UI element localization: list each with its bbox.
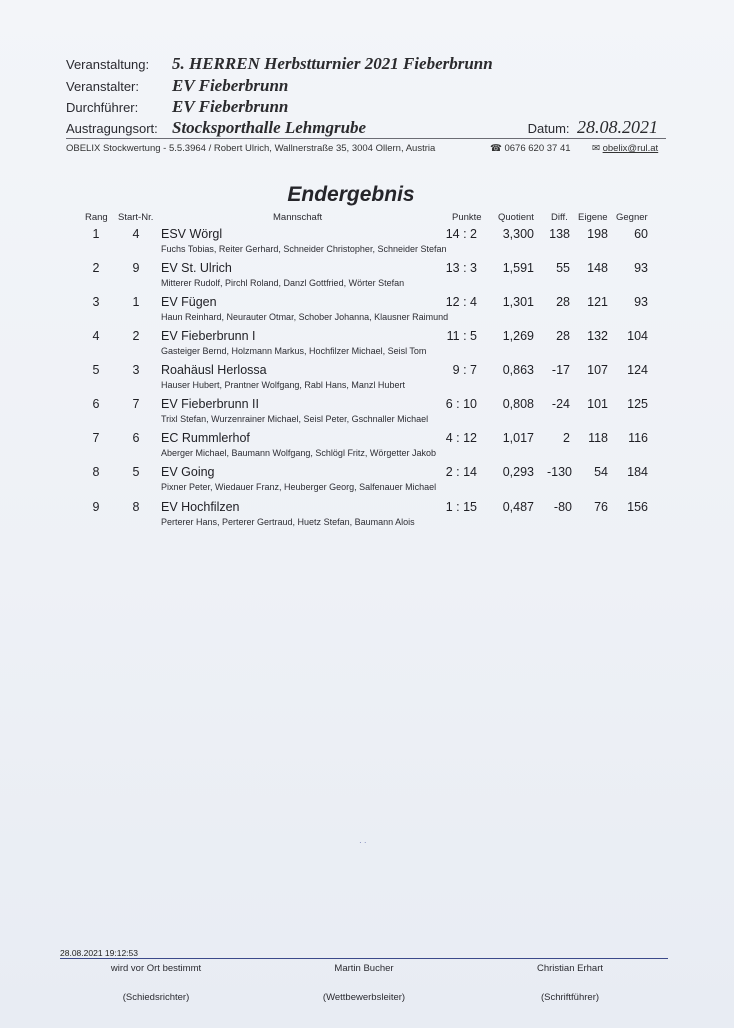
- cell-punkte: 1 : 15: [445, 500, 477, 514]
- cell-start: 2: [132, 329, 140, 343]
- event-row: [66, 52, 666, 74]
- cell-team: EV Going: [161, 465, 215, 479]
- cell-eigene: 76: [594, 500, 608, 514]
- cell-rang: 9: [92, 500, 100, 514]
- phone-number: ☎ 0676 620 37 41: [490, 143, 571, 154]
- cell-players: Fuchs Tobias, Reiter Gerhard, Schneider Christopher, Schneider Stefan: [161, 244, 447, 254]
- cell-team: EV Fieberbrunn I: [161, 329, 256, 343]
- cell-eigene: 101: [587, 397, 608, 411]
- result-row: [0, 329, 734, 363]
- organizer-row: [66, 74, 666, 96]
- result-row: [0, 431, 734, 465]
- cell-players: Mitterer Rudolf, Pirchl Roland, Danzl Gottfried, Wörter Stefan: [161, 278, 405, 288]
- competition-lead-name: Martin Bucher: [334, 963, 394, 974]
- result-row: [0, 363, 734, 397]
- cell-quotient: 0,293: [502, 465, 534, 479]
- cell-punkte: 11 : 5: [446, 329, 477, 343]
- cell-rang: 4: [92, 329, 100, 343]
- venue-row: [66, 116, 666, 138]
- page-title-text: Endergebnis: [287, 183, 415, 206]
- col-punkte: Punkte: [452, 212, 482, 223]
- cell-team: EV St. Ulrich: [161, 261, 232, 275]
- col-start-nr: Start-Nr.: [118, 212, 154, 223]
- date-label: Datum:: [527, 121, 570, 136]
- cell-players: Hauser Hubert, Prantner Wolfgang, Rabl Hans, Manzl Hubert: [161, 380, 405, 390]
- cell-team: ESV Wörgl: [161, 227, 223, 241]
- cell-diff: -24: [551, 397, 570, 411]
- cell-players: Aberger Michael, Baumann Wolfgang, Schlögl Fritz, Wörgetter Jakob: [161, 448, 436, 458]
- cell-diff: 28: [556, 295, 570, 309]
- cell-gegner: 93: [634, 295, 648, 309]
- mail-icon: ✉: [592, 143, 600, 154]
- col-diff: Diff.: [551, 212, 568, 223]
- cell-team: EC Rummlerhof: [161, 431, 250, 445]
- cell-gegner: 116: [628, 431, 648, 445]
- executor-row: [66, 95, 666, 117]
- cell-eigene: 121: [587, 295, 608, 309]
- cell-quotient: 0,487: [502, 500, 534, 514]
- cell-team: EV Hochfilzen: [161, 500, 240, 514]
- cell-start: 9: [132, 261, 140, 275]
- event-label: Veranstaltung:: [66, 57, 150, 72]
- cell-start: 6: [132, 431, 140, 445]
- cell-quotient: 3,300: [502, 227, 534, 241]
- cell-diff: 138: [549, 227, 570, 241]
- referee-role: (Schiedsrichter): [122, 992, 190, 1003]
- cell-punkte: 12 : 4: [445, 295, 477, 309]
- competition-lead-role: (Wettbewerbsleiter): [322, 992, 406, 1003]
- cell-players: Haun Reinhard, Neurauter Otmar, Schober Johanna, Klausner Raimund: [161, 312, 449, 322]
- software-credit: OBELIX Stockwertung - 5.5.3964 / Robert Ulrich, Wallnerstraße 35, 3004 Ollern, Austria: [66, 143, 436, 154]
- cell-rang: 3: [92, 295, 100, 309]
- result-row: [0, 500, 734, 534]
- cell-gegner: 156: [627, 500, 648, 514]
- venue-value: Stocksporthalle Lehmgrube: [172, 118, 367, 137]
- cell-punkte: 2 : 14: [445, 465, 477, 479]
- header-divider: [66, 138, 666, 139]
- col-rang: Rang: [85, 212, 108, 223]
- cell-diff: -80: [553, 500, 572, 514]
- result-row: [0, 261, 734, 295]
- cell-gegner: 125: [627, 397, 648, 411]
- result-row: [0, 397, 734, 431]
- print-timestamp: 28.08.2021 19:12:53: [60, 948, 138, 958]
- cell-eigene: 118: [588, 431, 608, 445]
- cell-players: Gasteiger Bernd, Holzmann Markus, Hochfilzer Michael, Seisl Tom: [161, 346, 427, 356]
- cell-diff: -130: [546, 465, 572, 479]
- cell-gegner: 184: [627, 465, 648, 479]
- cell-punkte: 6 : 10: [445, 397, 477, 411]
- venue-label: Austragungsort:: [66, 121, 158, 136]
- col-mannschaft: Mannschaft: [273, 212, 323, 223]
- cell-quotient: 1,301: [502, 295, 534, 309]
- footer-divider: [60, 958, 668, 959]
- cell-gegner: 104: [627, 329, 648, 343]
- cell-punkte: 14 : 2: [445, 227, 477, 241]
- cell-rang: 6: [92, 397, 100, 411]
- result-row: [0, 295, 734, 329]
- cell-rang: 8: [92, 465, 100, 479]
- cell-players: Trixl Stefan, Wurzenrainer Michael, Seisl Peter, Gschnaller Michael: [161, 414, 429, 424]
- cell-team: EV Fügen: [161, 295, 217, 309]
- cell-players: Perterer Hans, Perterer Gertraud, Huetz Stefan, Baumann Alois: [161, 517, 415, 527]
- cell-rang: 5: [92, 363, 100, 377]
- cell-start: 1: [132, 295, 140, 309]
- referee-name: wird vor Ort bestimmt: [110, 963, 202, 974]
- cell-quotient: 0,808: [502, 397, 534, 411]
- cell-punkte: 9 : 7: [452, 363, 477, 377]
- col-quotient: Quotient: [498, 212, 534, 223]
- cell-quotient: 1,591: [502, 261, 534, 275]
- result-row: [0, 227, 734, 261]
- page-title: [0, 183, 734, 207]
- cell-gegner: 60: [634, 227, 648, 241]
- scan-speck: · ·: [359, 838, 367, 847]
- date-value: 28.08.2021: [577, 117, 658, 137]
- cell-diff: 2: [563, 431, 570, 445]
- email-block: [592, 143, 658, 154]
- cell-diff: 28: [556, 329, 570, 343]
- cell-diff: -17: [551, 363, 570, 377]
- cell-start: 8: [132, 500, 140, 514]
- cell-rang: 2: [92, 261, 100, 275]
- cell-punkte: 13 : 3: [445, 261, 477, 275]
- cell-team: Roahäusl Herlossa: [161, 363, 267, 377]
- cell-players: Pixner Peter, Wiedauer Franz, Heuberger Georg, Salfenauer Michael: [161, 482, 437, 492]
- date-block: [528, 117, 658, 138]
- cell-eigene: 198: [587, 227, 608, 241]
- executor-label: Durchführer:: [66, 100, 139, 115]
- cell-quotient: 1,269: [502, 329, 534, 343]
- col-eigene: Eigene: [578, 212, 608, 223]
- cell-eigene: 132: [587, 329, 608, 343]
- cell-start: 3: [132, 363, 140, 377]
- secretary-role: (Schriftführer): [540, 992, 600, 1003]
- organizer-value: EV Fieberbrunn: [172, 76, 289, 95]
- col-gegner: Gegner: [616, 212, 648, 223]
- event-value: 5. HERREN Herbstturnier 2021 Fieberbrunn: [172, 54, 493, 73]
- cell-rang: 7: [92, 431, 100, 445]
- cell-team: EV Fieberbrunn II: [161, 397, 259, 411]
- cell-start: 4: [132, 227, 140, 241]
- secretary-name: Christian Erhart: [537, 963, 603, 974]
- cell-gegner: 93: [634, 261, 648, 275]
- cell-eigene: 107: [587, 363, 608, 377]
- cell-start: 5: [132, 465, 140, 479]
- cell-eigene: 54: [594, 465, 608, 479]
- result-row: [0, 465, 734, 499]
- cell-quotient: 1,017: [502, 431, 534, 445]
- organizer-label: Veranstalter:: [66, 79, 139, 94]
- cell-punkte: 4 : 12: [445, 431, 477, 445]
- email-link[interactable]: obelix@rul.at: [602, 143, 659, 154]
- cell-diff: 55: [556, 261, 570, 275]
- executor-value: EV Fieberbrunn: [172, 97, 289, 116]
- cell-gegner: 124: [627, 363, 648, 377]
- cell-quotient: 0,863: [502, 363, 534, 377]
- cell-eigene: 148: [587, 261, 608, 275]
- cell-start: 7: [132, 397, 140, 411]
- cell-rang: 1: [92, 227, 100, 241]
